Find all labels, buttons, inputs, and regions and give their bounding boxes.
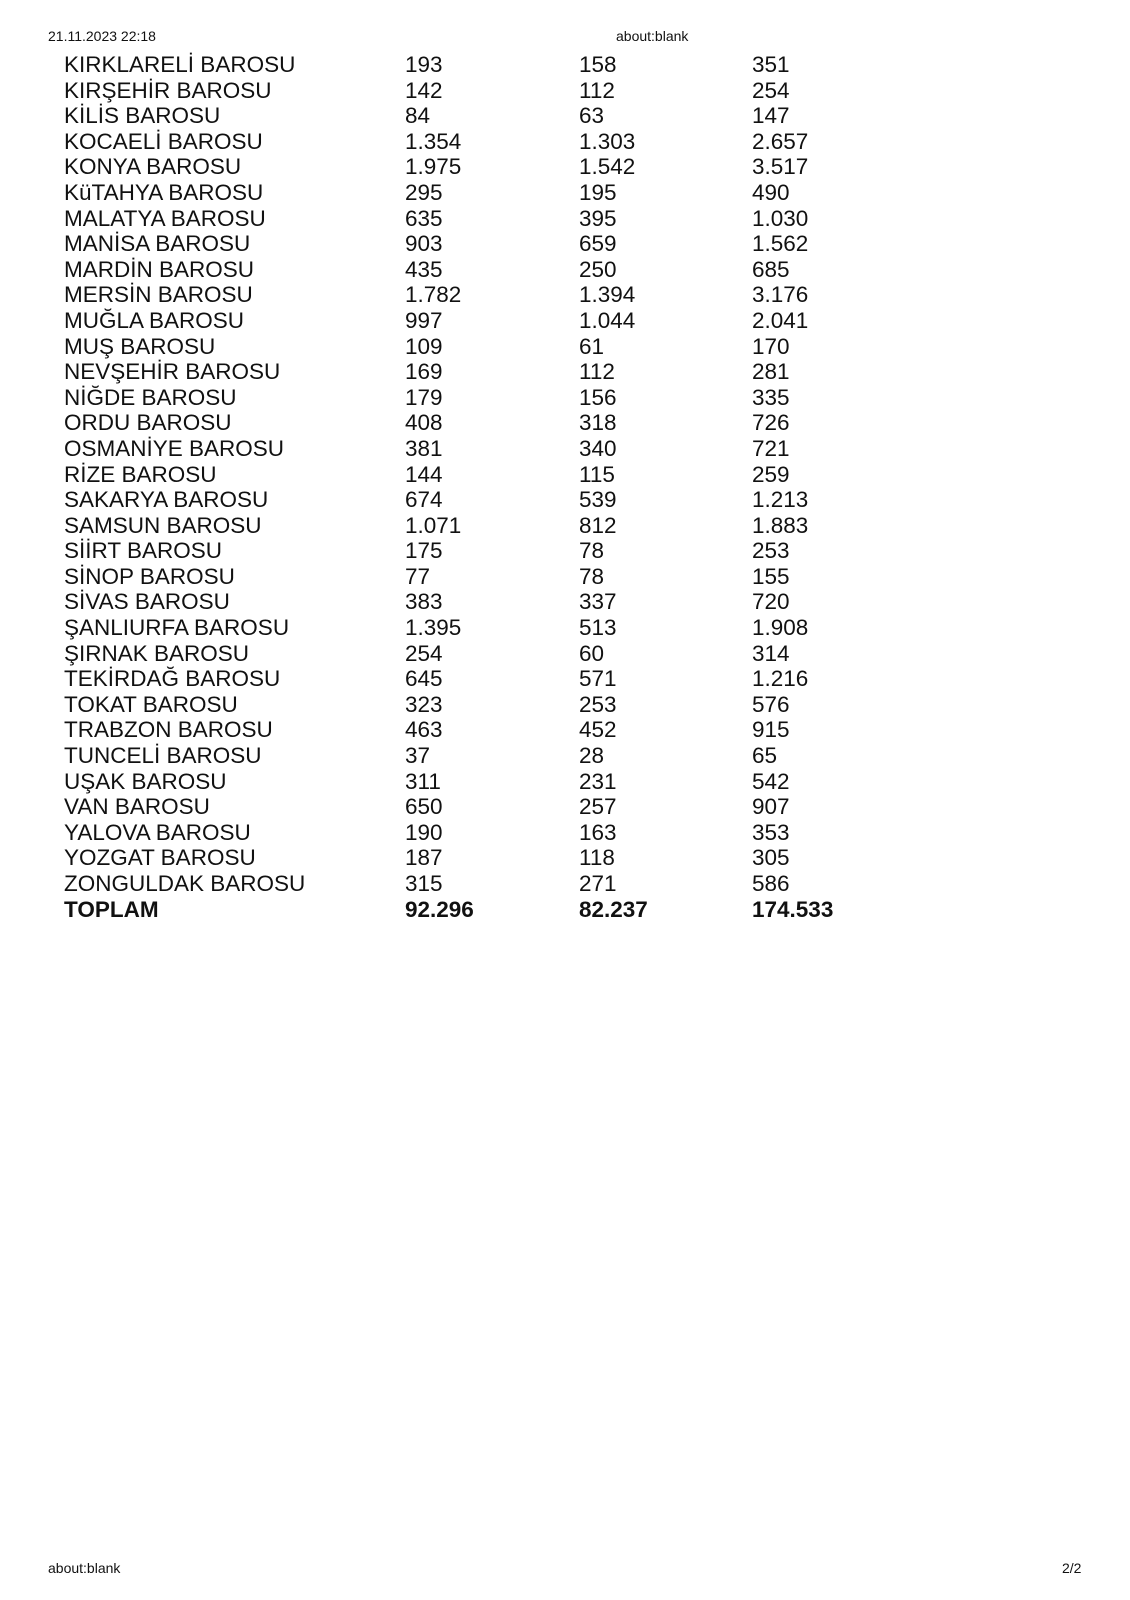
print-date: 21.11.2023 22:18 [48, 28, 156, 44]
value-col-1: 997 [405, 307, 443, 333]
bar-name: MUŞ BAROSU [64, 333, 216, 359]
value-col-1: 187 [405, 845, 443, 871]
value-col-3: 721 [752, 435, 790, 461]
bar-name: KİLİS BAROSU [64, 103, 221, 129]
value-col-2: 340 [579, 435, 617, 461]
footer-url: about:blank [48, 1560, 121, 1576]
value-col-2: 78 [579, 563, 605, 589]
total-row [64, 897, 864, 923]
value-col-1: 190 [405, 819, 443, 845]
value-col-2: 112 [579, 77, 615, 103]
value-col-1: 408 [405, 410, 443, 436]
table-row [64, 129, 864, 155]
bar-name: TRABZON BAROSU [64, 717, 273, 743]
value-col-1: 179 [405, 384, 443, 410]
value-col-2: 1.542 [579, 154, 636, 180]
value-col-3: 2.657 [752, 128, 809, 154]
value-col-2: 318 [579, 410, 617, 436]
value-col-1: 674 [405, 487, 443, 513]
table-row [64, 385, 864, 411]
value-col-3: 254 [752, 77, 790, 103]
value-col-2: 78 [579, 538, 605, 564]
table-row [64, 103, 864, 129]
value-col-3: 685 [752, 256, 790, 282]
value-col-2: 337 [579, 589, 617, 615]
value-col-1: 193 [405, 52, 443, 77]
total-label: TOPLAM [64, 896, 159, 922]
value-col-2: 156 [579, 384, 617, 410]
value-col-2: 28 [579, 743, 605, 769]
value-col-2: 115 [579, 461, 615, 487]
bar-name: MERSİN BAROSU [64, 282, 253, 308]
value-col-3: 1.030 [752, 205, 809, 231]
value-col-1: 463 [405, 717, 443, 743]
value-col-1: 323 [405, 691, 443, 717]
value-col-2: 61 [579, 333, 605, 359]
value-col-3: 314 [752, 640, 790, 666]
value-col-2: 1.394 [579, 282, 636, 308]
page-number: 2/2 [1062, 1560, 1082, 1576]
value-col-3: 1.213 [752, 487, 809, 513]
value-col-1: 381 [405, 435, 443, 461]
bar-name: KüTAHYA BAROSU [64, 179, 264, 205]
value-col-2: 571 [579, 666, 617, 692]
bar-name: KONYA BAROSU [64, 154, 242, 180]
value-col-2: 1.303 [579, 128, 636, 154]
value-col-1: 645 [405, 666, 443, 692]
table-row [64, 564, 864, 590]
value-col-3: 3.517 [752, 154, 809, 180]
table-row [64, 206, 864, 232]
bar-name: TEKİRDAĞ BAROSU [64, 666, 281, 692]
value-col-3: 576 [752, 691, 790, 717]
value-col-2: 452 [579, 717, 617, 743]
value-col-3: 2.041 [752, 307, 809, 333]
table-row [64, 154, 864, 180]
bar-name: NİĞDE BAROSU [64, 384, 237, 410]
value-col-2: 539 [579, 487, 617, 513]
total-col-3: 174.533 [752, 896, 834, 922]
value-col-2: 60 [579, 640, 605, 666]
bar-name: TUNCELİ BAROSU [64, 743, 262, 769]
bar-name: YOZGAT BAROSU [64, 845, 256, 871]
table-row [64, 180, 864, 206]
table-row [64, 692, 864, 718]
table-row [64, 308, 864, 334]
bar-name: KIRKLARELİ BAROSU [64, 52, 296, 77]
bar-name: MARDİN BAROSU [64, 256, 255, 282]
bar-statistics-table [64, 52, 864, 922]
table-row [64, 666, 864, 692]
table-row [64, 615, 864, 641]
value-col-3: 1.908 [752, 615, 809, 641]
value-col-3: 155 [752, 563, 790, 589]
value-col-3: 490 [752, 179, 790, 205]
value-col-1: 1.395 [405, 615, 462, 641]
table-row [64, 743, 864, 769]
value-col-2: 812 [579, 512, 617, 538]
value-col-1: 144 [405, 461, 443, 487]
value-col-3: 353 [752, 819, 790, 845]
table-row [64, 717, 864, 743]
value-col-3: 720 [752, 589, 790, 615]
value-col-1: 1.975 [405, 154, 462, 180]
value-col-2: 250 [579, 256, 617, 282]
bar-name: UŞAK BAROSU [64, 768, 227, 794]
value-col-3: 65 [752, 743, 778, 769]
value-col-3: 1.883 [752, 512, 809, 538]
value-col-1: 635 [405, 205, 443, 231]
total-col-2: 82.237 [579, 896, 648, 922]
value-col-1: 109 [405, 333, 443, 359]
value-col-2: 253 [579, 691, 617, 717]
bar-name: RİZE BAROSU [64, 461, 217, 487]
table-row [64, 282, 864, 308]
table-row [64, 538, 864, 564]
bar-name: ŞANLIURFA BAROSU [64, 615, 290, 641]
bar-name: MALATYA BAROSU [64, 205, 266, 231]
bar-name: YALOVA BAROSU [64, 819, 251, 845]
value-col-3: 253 [752, 538, 790, 564]
value-col-3: 305 [752, 845, 790, 871]
value-col-3: 915 [752, 717, 790, 743]
table-row [64, 410, 864, 436]
value-col-3: 1.216 [752, 666, 809, 692]
value-col-1: 84 [405, 103, 431, 129]
table-row [64, 641, 864, 667]
table-row [64, 334, 864, 360]
table-row [64, 769, 864, 795]
value-col-1: 650 [405, 794, 443, 820]
value-col-3: 335 [752, 384, 790, 410]
total-col-1: 92.296 [405, 896, 474, 922]
page-title: about:blank [616, 28, 689, 44]
value-col-2: 195 [579, 179, 617, 205]
value-col-3: 3.176 [752, 282, 809, 308]
value-col-2: 513 [579, 615, 617, 641]
value-col-1: 295 [405, 179, 443, 205]
bar-name: ŞIRNAK BAROSU [64, 640, 250, 666]
value-col-2: 231 [579, 768, 617, 794]
value-col-1: 37 [405, 743, 431, 769]
value-col-1: 383 [405, 589, 443, 615]
value-col-2: 395 [579, 205, 617, 231]
value-col-2: 112 [579, 359, 615, 385]
value-col-2: 163 [579, 819, 617, 845]
table-row [64, 78, 864, 104]
table-row [64, 436, 864, 462]
table-row [64, 589, 864, 615]
table-row [64, 794, 864, 820]
value-col-2: 118 [579, 845, 615, 871]
bar-name: SAKARYA BAROSU [64, 487, 269, 513]
value-col-1: 175 [405, 538, 443, 564]
bar-name: SİİRT BAROSU [64, 538, 222, 564]
value-col-2: 659 [579, 231, 617, 257]
table-row [64, 257, 864, 283]
bar-name: ORDU BAROSU [64, 410, 232, 436]
value-col-1: 142 [405, 77, 443, 103]
bar-name: NEVŞEHİR BAROSU [64, 359, 281, 385]
table-row [64, 487, 864, 513]
value-col-1: 1.071 [405, 512, 462, 538]
value-col-3: 170 [752, 333, 790, 359]
value-col-3: 907 [752, 794, 790, 820]
value-col-3: 1.562 [752, 231, 809, 257]
value-col-2: 63 [579, 103, 605, 129]
value-col-3: 726 [752, 410, 790, 436]
bar-name: KOCAELİ BAROSU [64, 128, 263, 154]
table-row [64, 359, 864, 385]
value-col-1: 77 [405, 563, 431, 589]
bar-name: OSMANİYE BAROSU [64, 435, 285, 461]
table-row [64, 820, 864, 846]
value-col-3: 147 [752, 103, 790, 129]
value-col-2: 257 [579, 794, 617, 820]
bar-name: MUĞLA BAROSU [64, 307, 245, 333]
value-col-3: 281 [752, 359, 790, 385]
bar-name: VAN BAROSU [64, 794, 210, 820]
table-row [64, 462, 864, 488]
value-col-3: 542 [752, 768, 790, 794]
table-row [64, 871, 864, 897]
value-col-1: 435 [405, 256, 443, 282]
table-row [64, 231, 864, 257]
value-col-2: 271 [579, 871, 617, 896]
bar-name: MANİSA BAROSU [64, 231, 251, 257]
value-col-1: 254 [405, 640, 443, 666]
value-col-2: 1.044 [579, 307, 636, 333]
value-col-2: 158 [579, 52, 617, 77]
value-col-1: 1.354 [405, 128, 462, 154]
table-row [64, 52, 864, 78]
value-col-1: 315 [405, 871, 443, 896]
value-col-1: 903 [405, 231, 443, 257]
bar-name: SAMSUN BAROSU [64, 512, 262, 538]
value-col-1: 1.782 [405, 282, 462, 308]
value-col-3: 259 [752, 461, 790, 487]
bar-name: SİNOP BAROSU [64, 563, 235, 589]
value-col-1: 311 [405, 768, 441, 794]
table-row [64, 513, 864, 539]
value-col-3: 351 [752, 52, 790, 77]
bar-name: KIRŞEHİR BAROSU [64, 77, 272, 103]
table-row [64, 845, 864, 871]
value-col-1: 169 [405, 359, 443, 385]
bar-name: SİVAS BAROSU [64, 589, 230, 615]
value-col-3: 586 [752, 871, 790, 896]
bar-name: ZONGULDAK BAROSU [64, 871, 306, 896]
bar-name: TOKAT BAROSU [64, 691, 238, 717]
